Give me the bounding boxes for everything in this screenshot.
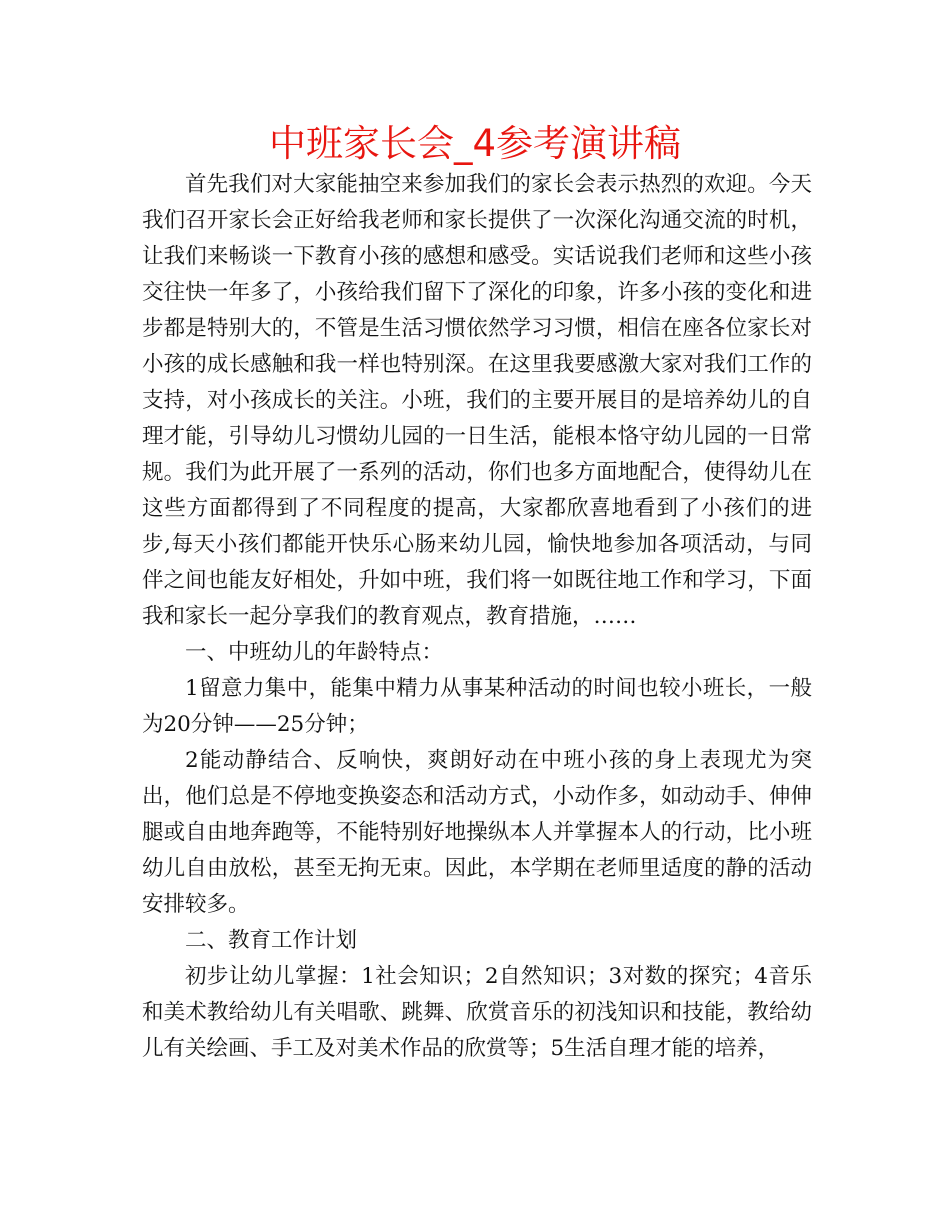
document-title: 中班家长会_4参考演讲稿 bbox=[268, 122, 682, 165]
document-body bbox=[142, 167, 812, 1067]
section-heading-work-plan: 二、教育工作计划 bbox=[185, 928, 358, 953]
paragraph-work-plan: 初步让幼儿掌握：1社会知识；2自然知识；3对数的探究；4音乐和美术教给幼儿有关唱歌、跳舞、欣赏音乐的初浅知识和技能，教给幼儿有关绘画、手工及对美术作品的欣赏等；5生活自理才能的培养， bbox=[142, 964, 812, 1061]
paragraph-intro: 首先我们对大家能抽空来参加我们的家长会表示热烈的欢迎。今天我们召开家长会正好给我老师和家长提供了一次深化沟通交流的时机，让我们来畅谈一下教育小孩的感想和感受。实话说我们老师和这些小孩交往快一年多了，小孩给我们留下了深化的印象，许多小孩的变化和进步都是特别大的，不管是生活习惯依然学习习惯，相信在座各位家长对小孩的成长感触和我一样也特别深。在这里我要感激大家对我们工作的支持，对小孩成长的关注。小班，我们的主要开展目的是培养幼儿的自理才能，引导幼儿习惯幼儿园的一日生活，能根本恪守幼儿园的一日常规。我们为此开展了一系列的活动，你们也多方面地配合，使得幼儿在这些方面都得到了不同程度的提高，大家都欣喜地看到了小孩们的进步,每天小孩们都能开快乐心肠来幼儿园，愉快地参加各项活动，与同伴之间也能友好相处，升如中班，我们将一如既往地工作和学习，下面我和家长一起分享我们的教育观点，教育措施，…… bbox=[142, 172, 812, 629]
paragraph-trait-1: 1留意力集中，能集中精力从事某种活动的时间也较小班长，一般为20分钟——25分钟； bbox=[142, 676, 812, 737]
paragraph-trait-2: 2能动静结合、反响快，爽朗好动在中班小孩的身上表现尤为突出，他们总是不停地变换姿态和活动方式，小动作多，如动动手、伸伸腿或自由地奔跑等，不能特别好地操纵本人并掌握本人的行动，比小班幼儿自由放松，甚至无拘无束。因此，本学期在老师里适度的静的活动安排较多。 bbox=[142, 748, 812, 917]
section-heading-age-traits: 一、中班幼儿的年龄特点： bbox=[185, 640, 444, 665]
